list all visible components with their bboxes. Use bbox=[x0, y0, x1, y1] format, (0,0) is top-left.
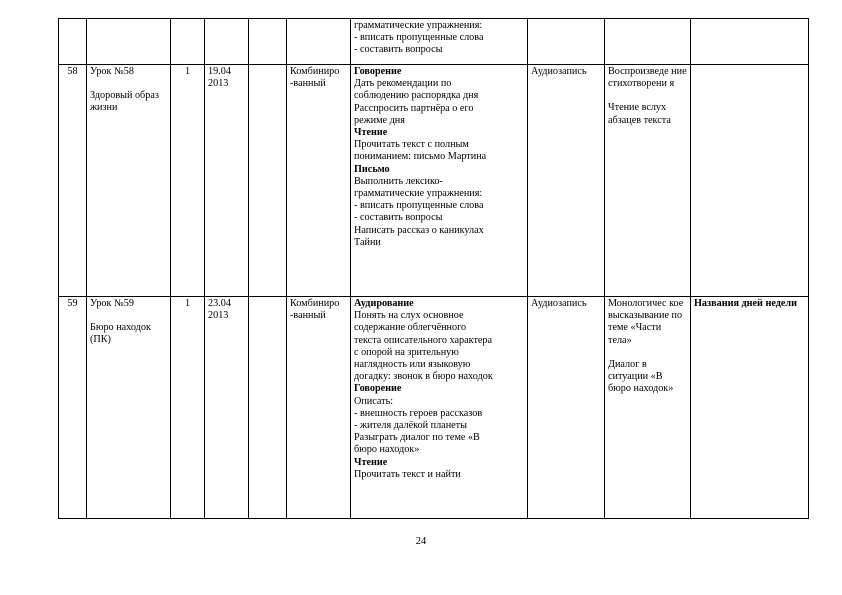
lesson-plan-table bbox=[58, 18, 809, 519]
lesson-type: Комбиниро -ванный bbox=[287, 297, 351, 519]
lesson-control-b: Диалог в ситуации «В бюро находок» bbox=[608, 358, 674, 395]
table-row-lesson-59 bbox=[59, 297, 809, 519]
content-line: бюро находок» bbox=[354, 444, 420, 456]
page-number: 24 bbox=[415, 536, 427, 547]
content-line: текста описательного характера bbox=[354, 334, 493, 346]
lesson-date-fact bbox=[249, 297, 287, 519]
cell-control bbox=[605, 19, 691, 65]
cell-date-fact bbox=[249, 19, 287, 65]
content-line: соблюдению распорядка дня bbox=[354, 90, 479, 102]
content-line: Прочитать текст с полным bbox=[354, 139, 469, 151]
content-heading: Говорение bbox=[354, 66, 402, 77]
content-heading: Чтение bbox=[354, 456, 388, 468]
lesson-title: Урок №58 bbox=[90, 66, 134, 77]
lesson-content bbox=[351, 297, 528, 519]
content-line: Выполнить лексико- bbox=[354, 175, 443, 187]
cell-equipment bbox=[528, 19, 605, 65]
content-line: - составить вопросы bbox=[354, 212, 443, 224]
content-line: пониманием: письмо Мартина bbox=[354, 151, 487, 163]
lesson-topic: Здоровый образ жизни bbox=[90, 90, 159, 114]
content-line: Описать: bbox=[354, 395, 394, 407]
lesson-topic: Бюро находок (ПК) bbox=[90, 322, 151, 346]
lesson-date: 23.04 2013 bbox=[205, 297, 249, 519]
content-line: содержание облегчённого bbox=[354, 322, 467, 334]
content-line: Тайни bbox=[354, 236, 381, 248]
cell-topic bbox=[87, 19, 171, 65]
cell-type bbox=[287, 19, 351, 65]
table-row-continuation bbox=[59, 19, 809, 65]
content-line: наглядность или языковую bbox=[354, 359, 471, 371]
lesson-control-cell bbox=[605, 65, 691, 297]
content-heading: Аудирование bbox=[354, 298, 414, 309]
content-line: Прочитать текст и найти bbox=[354, 468, 461, 480]
lesson-control-b: Чтение вслух абзацев текста bbox=[608, 102, 671, 126]
content-line: Разыграть диалог по теме «В bbox=[354, 432, 480, 444]
lesson-type: Комбиниро -ванный bbox=[287, 65, 351, 297]
lesson-topic-cell bbox=[87, 297, 171, 519]
content-line: - жителя далёкой планеты bbox=[354, 420, 467, 432]
lesson-date-fact bbox=[249, 65, 287, 297]
cell-date bbox=[205, 19, 249, 65]
content-line: Дать рекомендации по bbox=[354, 78, 452, 90]
content-heading: Чтение bbox=[354, 127, 388, 139]
table-row-lesson-58 bbox=[59, 65, 809, 297]
content-heading: Говорение bbox=[354, 383, 402, 395]
content-line: Расспросить партнёра о его bbox=[354, 102, 474, 114]
content-heading: Письмо bbox=[354, 163, 390, 175]
lesson-hours: 1 bbox=[171, 65, 205, 297]
lesson-control-a: Монологичес кое высказывание по теме «Части тела» bbox=[608, 298, 684, 346]
lesson-date: 19.04 2013 bbox=[205, 65, 249, 297]
content-line: - внешность героев рассказов bbox=[354, 407, 483, 419]
lesson-homework: Названия дней недели bbox=[691, 297, 809, 519]
cell-homework bbox=[691, 19, 809, 65]
content-line: Понять на слух основное bbox=[354, 310, 464, 322]
lesson-homework bbox=[691, 65, 809, 297]
lesson-content bbox=[351, 65, 528, 297]
content-line: с опорой на зрительную bbox=[354, 346, 459, 358]
content-line: - вписать пропущенные слова bbox=[354, 200, 484, 212]
lesson-topic-cell bbox=[87, 65, 171, 297]
cell-content bbox=[351, 19, 528, 65]
lesson-number: 59 bbox=[59, 297, 87, 519]
cell-hours bbox=[171, 19, 205, 65]
lesson-control-cell bbox=[605, 297, 691, 519]
lesson-hours: 1 bbox=[171, 297, 205, 519]
content-line: - вписать пропущенные слова bbox=[354, 32, 484, 44]
lesson-number: 58 bbox=[59, 65, 87, 297]
lesson-equipment: Аудиозапись bbox=[528, 297, 605, 519]
content-line: режиме дня bbox=[354, 114, 405, 126]
content-line: Написать рассказ о каникулах bbox=[354, 224, 484, 236]
content-line: догадку: звонок в бюро находок bbox=[354, 371, 493, 383]
lesson-title: Урок №59 bbox=[90, 298, 134, 309]
content-line: грамматические упражнения: bbox=[354, 188, 483, 200]
content-line: - составить вопросы bbox=[354, 44, 443, 56]
cell-num bbox=[59, 19, 87, 65]
content-line: грамматические упражнения: bbox=[354, 20, 483, 31]
lesson-equipment: Аудиозапись bbox=[528, 65, 605, 297]
lesson-control-a: Воспроизведе ние стихотворени я bbox=[608, 66, 687, 90]
